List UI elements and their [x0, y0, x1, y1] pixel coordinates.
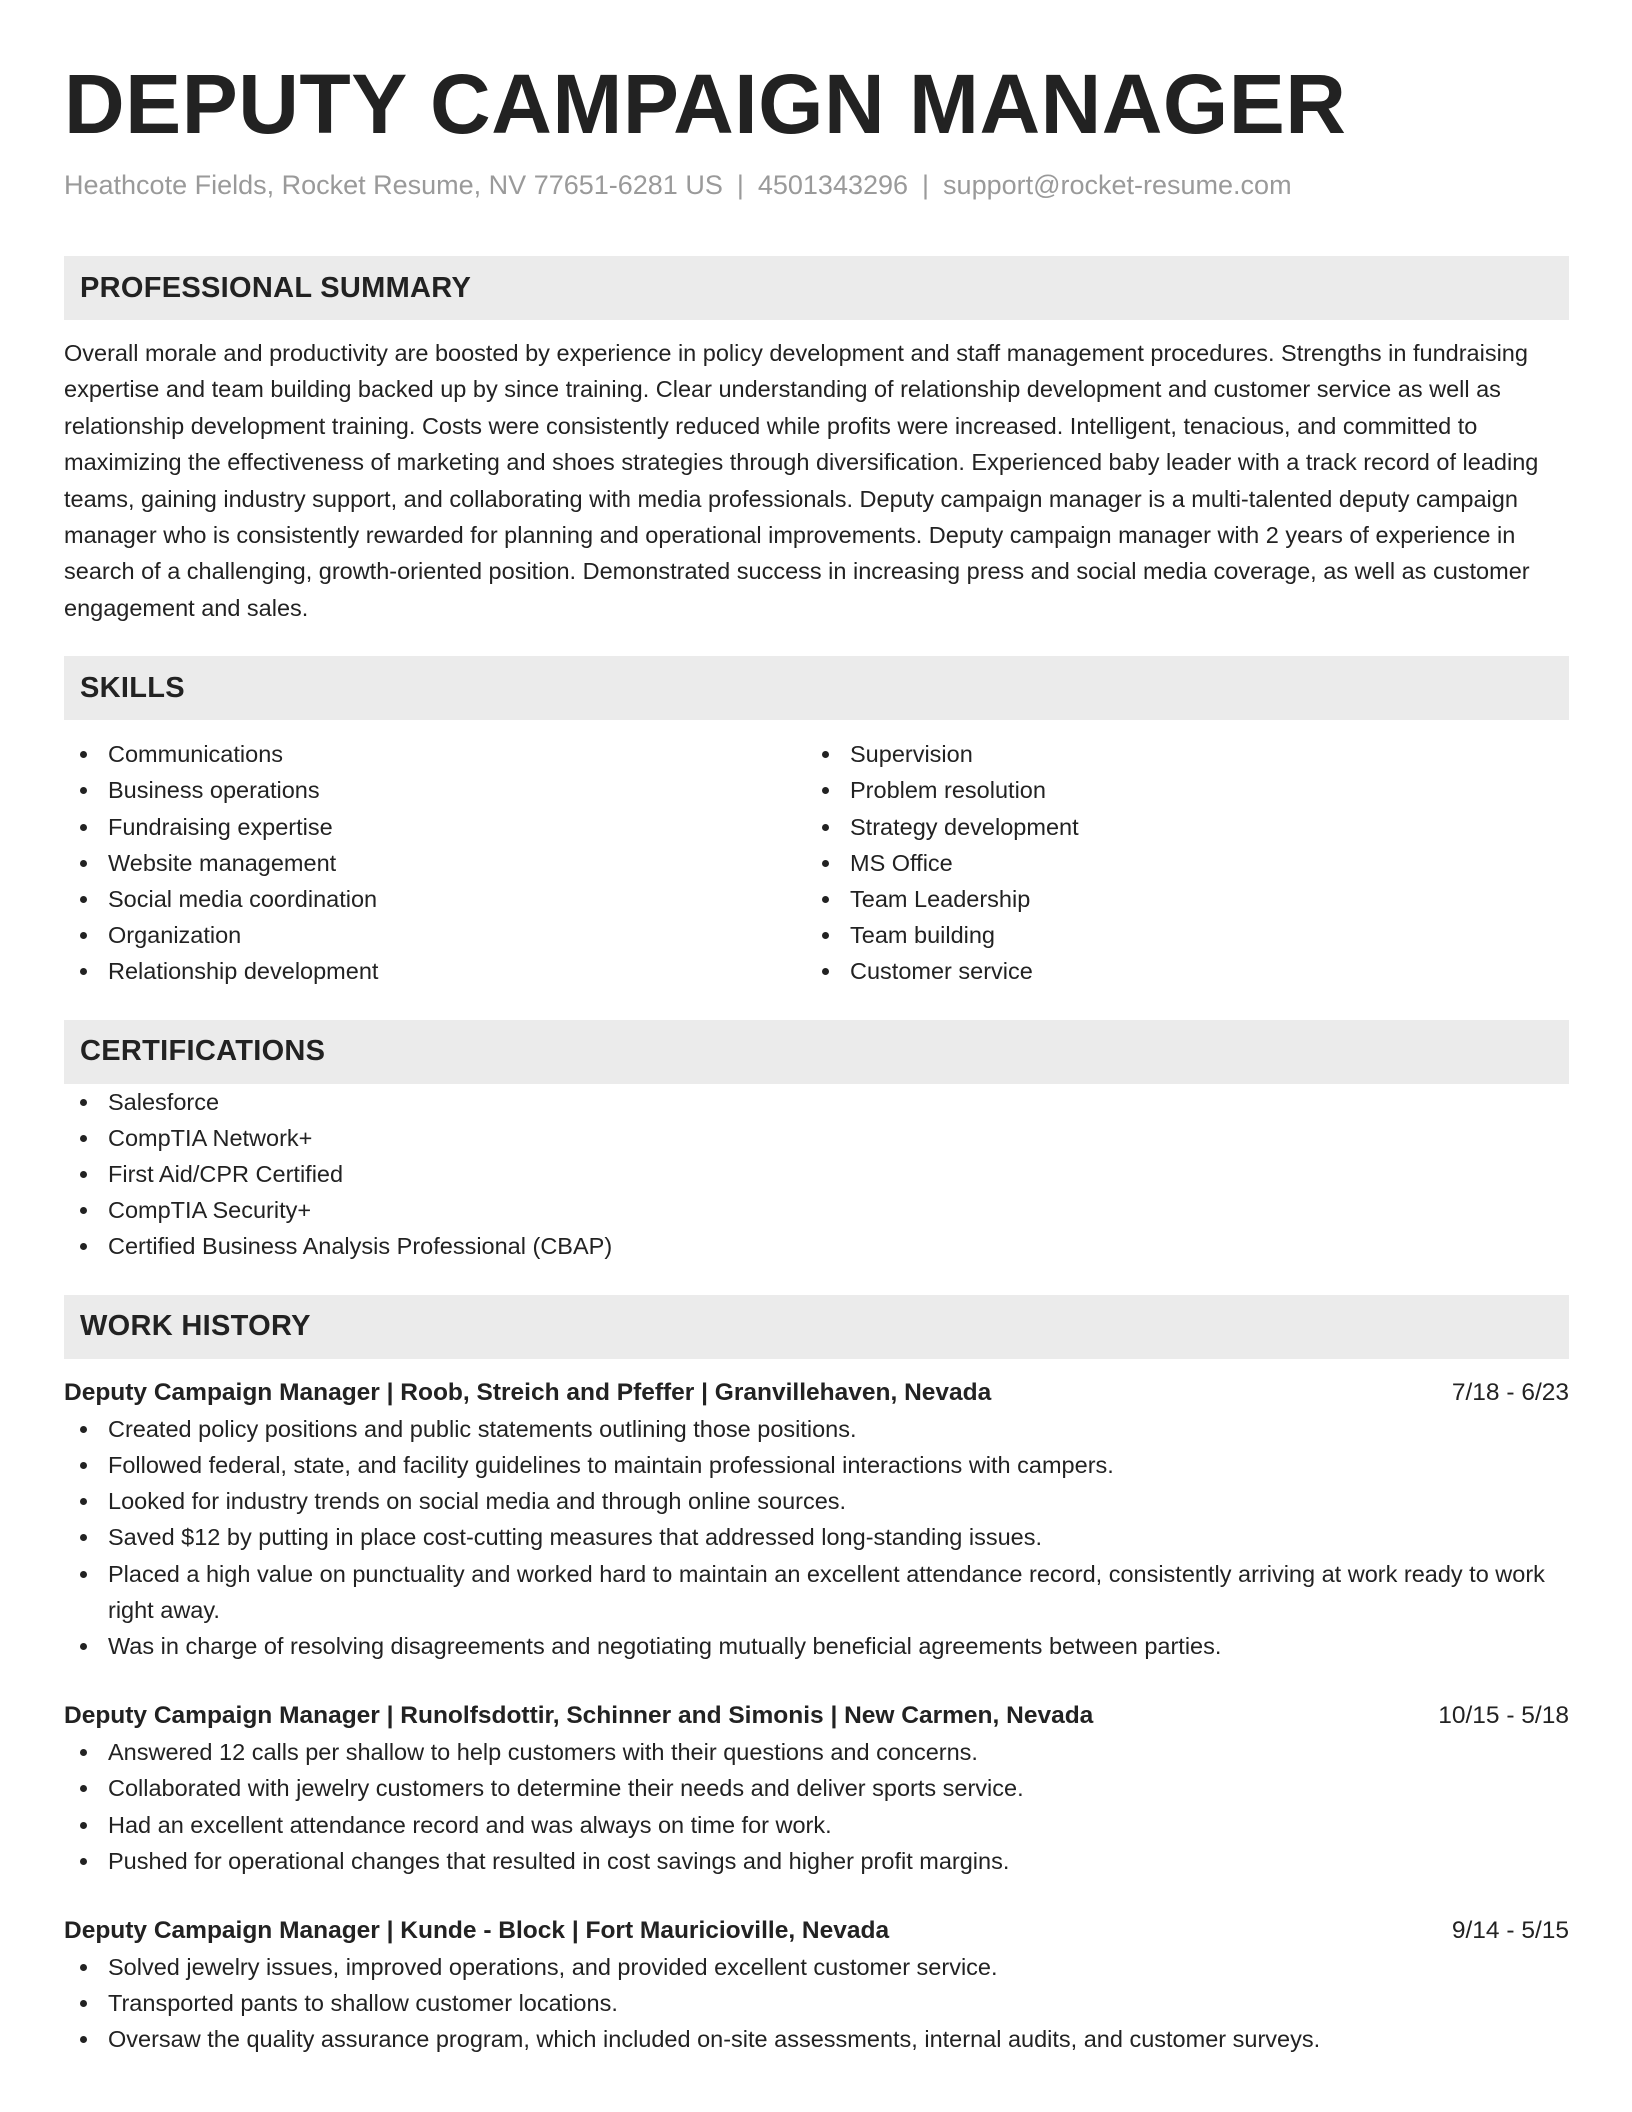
- certification-item: CompTIA Security+: [64, 1192, 1569, 1228]
- job-bullet: Looked for industry trends on social media and through online sources.: [64, 1483, 1569, 1519]
- section-header-work-history: WORK HISTORY: [64, 1295, 1569, 1359]
- skill-item: Relationship development: [64, 953, 806, 989]
- skill-item: Communications: [64, 736, 806, 772]
- skill-item: Team building: [806, 917, 1548, 953]
- contact-separator: |: [736, 170, 744, 200]
- job-bullet: Followed federal, state, and facility guidelines to maintain professional interactions with campers.: [64, 1447, 1569, 1483]
- skill-item: Business operations: [64, 772, 806, 808]
- contact-address: Heathcote Fields, Rocket Resume, NV 77651-6281 US: [64, 170, 723, 200]
- certification-item: Salesforce: [64, 1084, 1569, 1120]
- job-bullet: Placed a high value on punctuality and worked hard to maintain an excellent attendance record, consistently arriving at work ready to work right away.: [64, 1556, 1569, 1628]
- skill-item: Supervision: [806, 736, 1548, 772]
- contact-line: [64, 168, 1569, 202]
- job-bullet: Created policy positions and public statements outlining those positions.: [64, 1411, 1569, 1447]
- skill-item: Fundraising expertise: [64, 809, 806, 845]
- skill-item: Strategy development: [806, 809, 1548, 845]
- job-entry: [64, 1698, 1569, 1879]
- job-bullet-list: [64, 1411, 1569, 1664]
- job-bullet-list: [64, 1734, 1569, 1879]
- job-entry: [64, 1913, 1569, 2058]
- job-bullet: Oversaw the quality assurance program, which included on-site assessments, internal audits, and customer surveys.: [64, 2021, 1569, 2057]
- resume-page: [64, 0, 1569, 2058]
- skills-list-left: [64, 736, 806, 989]
- job-bullet-list: [64, 1949, 1569, 2058]
- job-bullet: Pushed for operational changes that resulted in cost savings and higher profit margins.: [64, 1843, 1569, 1879]
- certifications-list: [64, 1084, 1569, 1265]
- job-title: Deputy Campaign Manager | Kunde - Block | Fort Mauricioville, Nevada: [64, 1916, 890, 1944]
- job-bullet: Was in charge of resolving disagreements and negotiating mutually beneficial agreements between parties.: [64, 1628, 1569, 1664]
- job-header: [64, 1375, 1569, 1411]
- skill-item: Problem resolution: [806, 772, 1548, 808]
- skill-item: MS Office: [806, 845, 1548, 881]
- skill-item: Social media coordination: [64, 881, 806, 917]
- job-bullet: Transported pants to shallow customer locations.: [64, 1985, 1569, 2021]
- skill-item: Organization: [64, 917, 806, 953]
- job-dates: 10/15 - 5/18: [1438, 1702, 1569, 1730]
- job-header: [64, 1913, 1569, 1949]
- certification-item: First Aid/CPR Certified: [64, 1156, 1569, 1192]
- skills-list-right: [806, 736, 1548, 989]
- contact-separator: |: [922, 170, 930, 200]
- job-title: Deputy Campaign Manager | Roob, Streich and Pfeffer | Granvillehaven, Nevada: [64, 1378, 992, 1406]
- job-bullet: Collaborated with jewelry customers to determine their needs and deliver sports service.: [64, 1770, 1569, 1806]
- job-entry: [64, 1375, 1569, 1664]
- job-bullet: Saved $12 by putting in place cost-cutting measures that addressed long-standing issues.: [64, 1519, 1569, 1555]
- job-dates: 9/14 - 5/15: [1451, 1916, 1569, 1944]
- section-header-skills: SKILLS: [64, 656, 1569, 720]
- summary-text: Overall morale and productivity are boosted by experience in policy development and staff management procedures. Strengths in fundraising expertise and team building backed up by since training. Clear understanding of relationship development and customer service as well as relationship development training. Costs were consistently reduced while profits were increased. Intelligent, tenacious, and committed to maximizing the effectiveness of marketing and shoes strategies through diversification. Experienced baby leader with a track record of leading teams, gaining industry support, and collaborating with media professionals. Deputy campaign manager is a multi-talented deputy campaign manager who is consistently rewarded for planning and operational improvements. Deputy campaign manager with 2 years of experience in search of a challenging, growth-oriented position. Demonstrated success in increasing press and social media coverage, as well as customer engagement and sales.: [64, 340, 1539, 621]
- skill-item: Team Leadership: [806, 881, 1548, 917]
- certification-item: CompTIA Network+: [64, 1120, 1569, 1156]
- job-title: Deputy Campaign Manager | Runolfsdottir, Schinner and Simonis | New Carmen, Nevada: [64, 1702, 1094, 1730]
- skill-item: Customer service: [806, 953, 1548, 989]
- job-bullet: Solved jewelry issues, improved operations, and provided excellent customer service.: [64, 1949, 1569, 1985]
- work-history-list: [64, 1375, 1569, 2058]
- job-bullet: Answered 12 calls per shallow to help customers with their questions and concerns.: [64, 1734, 1569, 1770]
- skills-columns: [64, 736, 1569, 989]
- section-header-certifications: CERTIFICATIONS: [64, 1020, 1569, 1084]
- skill-item: Website management: [64, 845, 806, 881]
- job-dates: 7/18 - 6/23: [1451, 1378, 1569, 1406]
- contact-phone: 4501343296: [757, 170, 909, 200]
- job-header: [64, 1698, 1569, 1734]
- certification-item: Certified Business Analysis Professional (CBAP): [64, 1228, 1569, 1264]
- contact-email: support@rocket-resume.com: [943, 170, 1292, 200]
- section-header-summary: PROFESSIONAL SUMMARY: [64, 256, 1569, 320]
- resume-name: DEPUTY CAMPAIGN MANAGER: [64, 57, 1347, 151]
- job-bullet: Had an excellent attendance record and was always on time for work.: [64, 1807, 1569, 1843]
